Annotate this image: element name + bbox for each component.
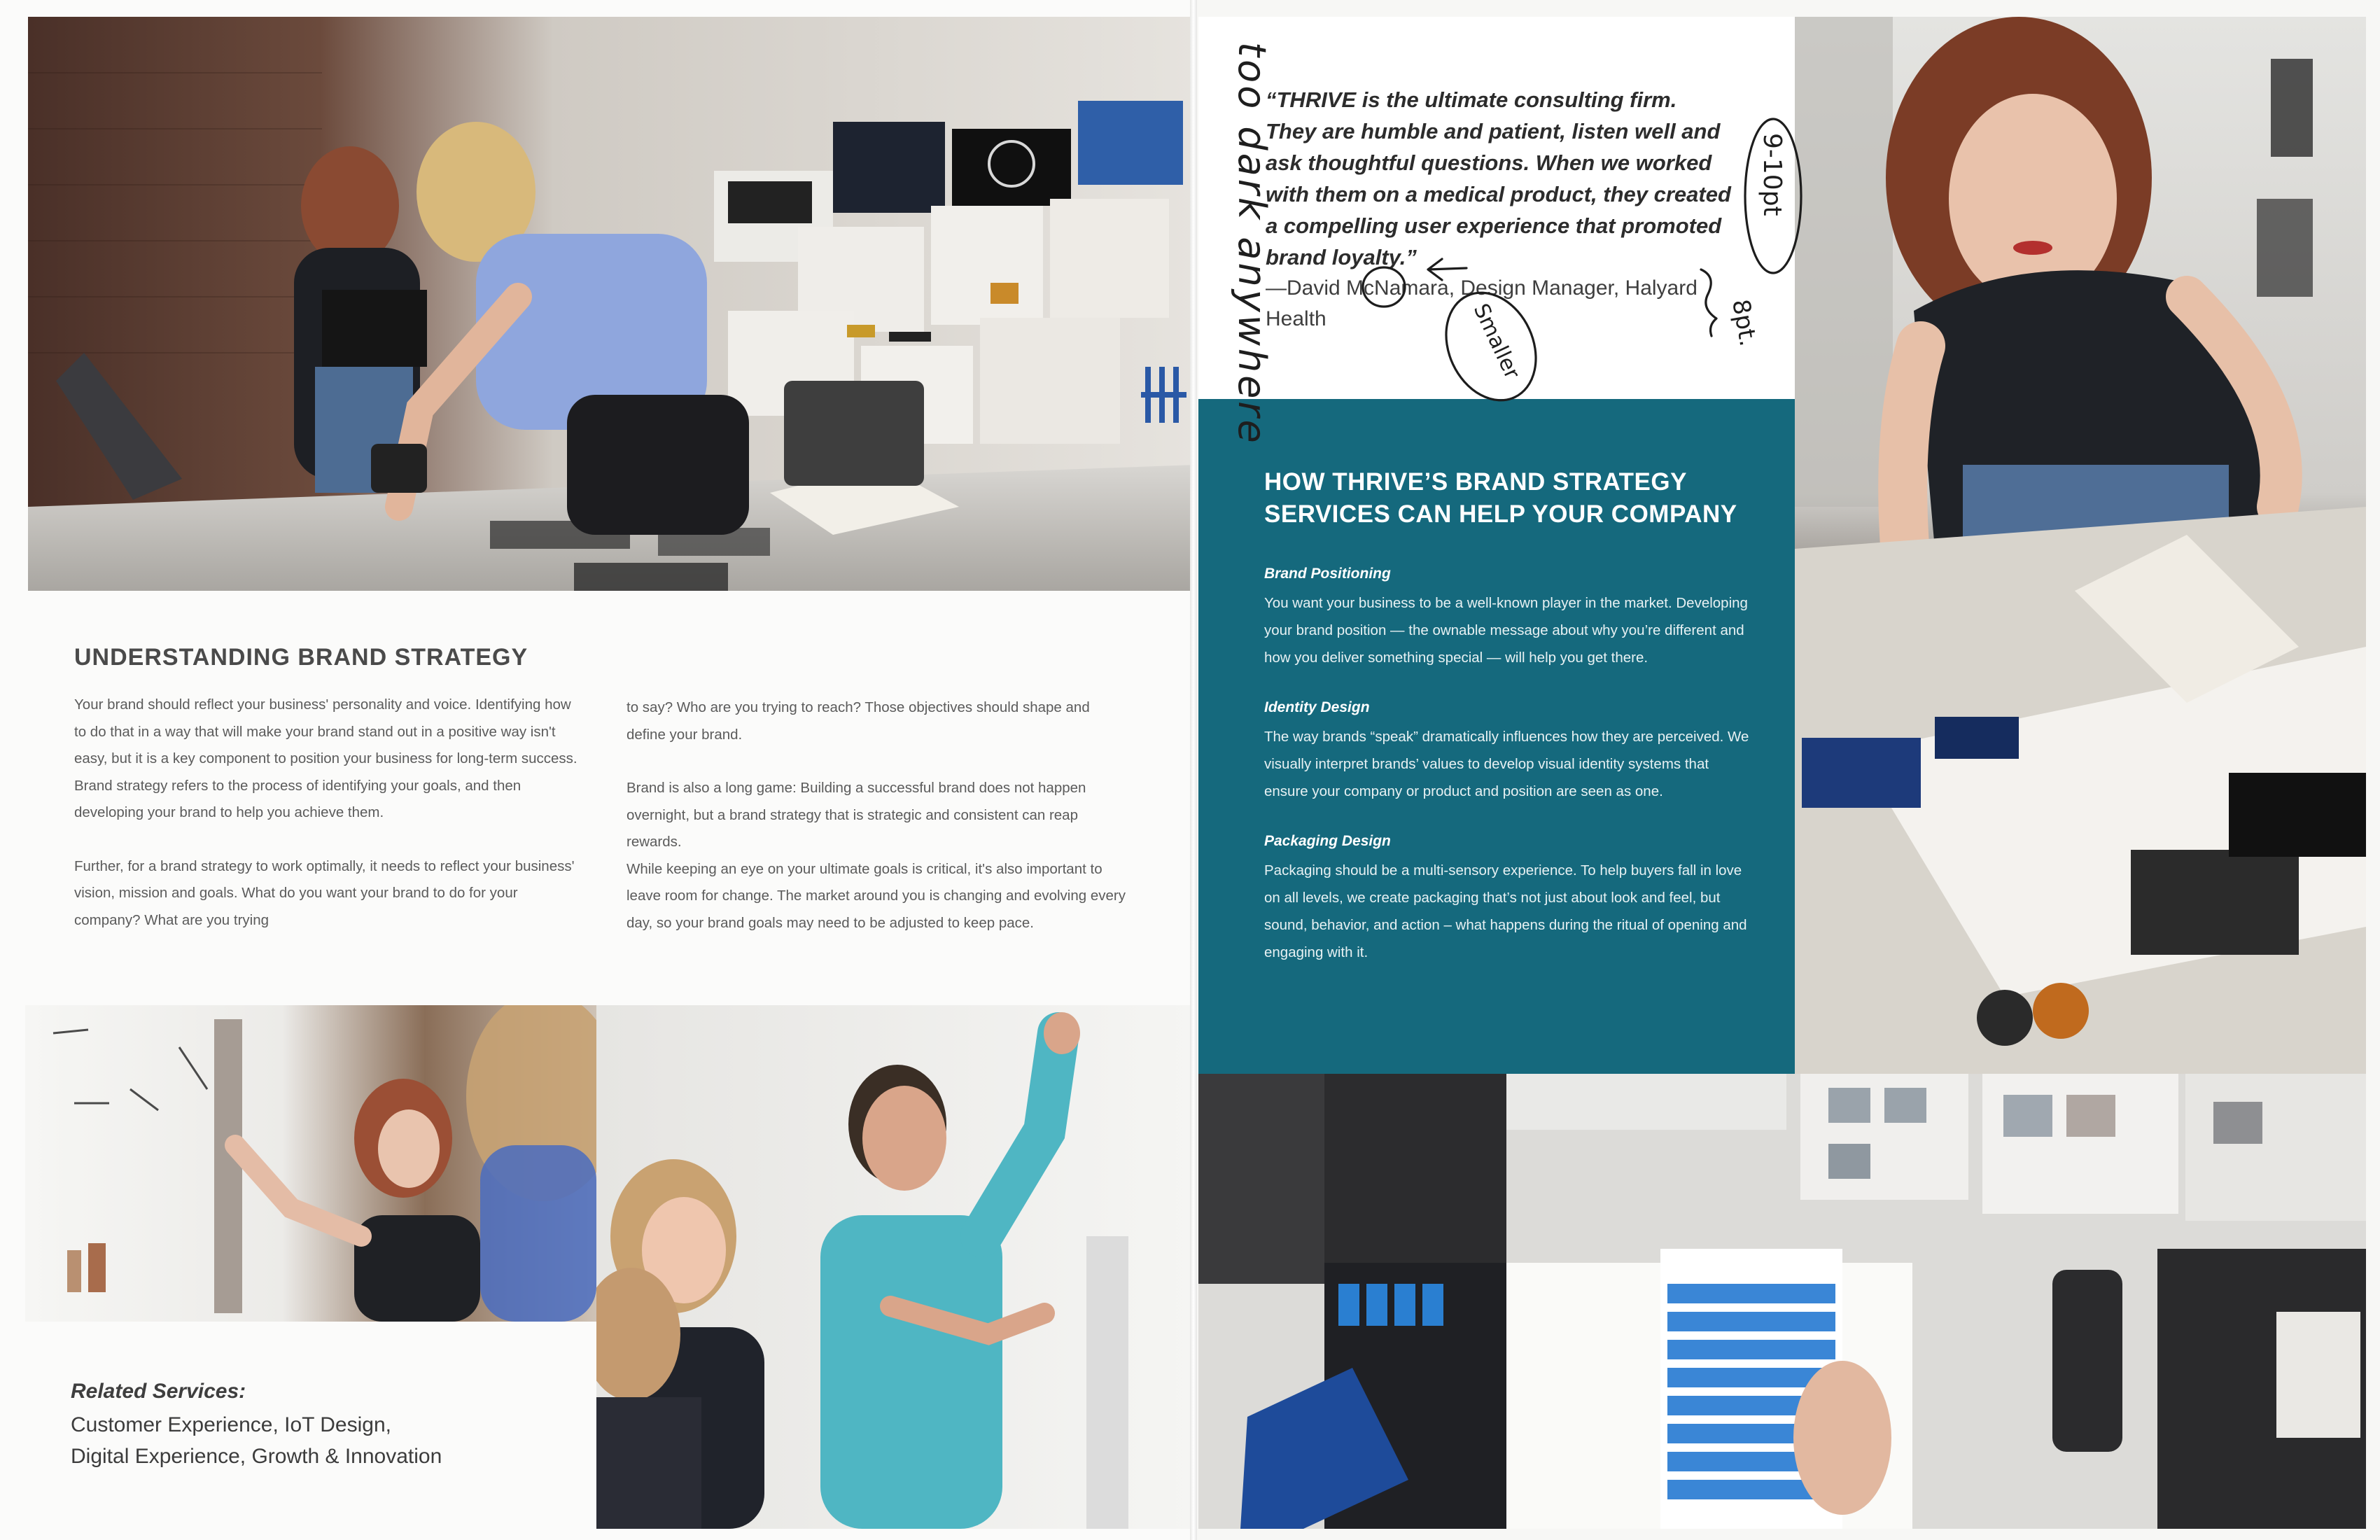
quote-line: with them on a medical product, they created — [1266, 182, 1731, 206]
quote-attribution: —David McNamara, Design Manager, Halyard — [1266, 276, 1698, 300]
attribution-circle — [1363, 267, 1405, 307]
section-heading: UNDERSTANDING BRAND STRATEGY — [74, 644, 528, 671]
quote-line: “THRIVE is the ultimate consulting firm. — [1266, 88, 1677, 112]
paragraph: to say? Who are you trying to reach? Those objectives should shape and define your brand. — [626, 699, 1090, 743]
margin-note: too dark anywhere — [1230, 42, 1274, 446]
smaller-note: Smaller — [1468, 300, 1525, 383]
service-description: You want your business to be a well-known player in the market. Developing your brand position — the ownable message about why you’re different and how you deliver something special — will help you get there. — [1264, 595, 1748, 666]
related-services-line: Customer Experience, IoT Design, — [71, 1413, 391, 1436]
related-services-heading: Related Services: — [71, 1380, 246, 1403]
paragraph: While keeping an eye on your ultimate goals is critical, it's also important to leave room for change. The market around you is changing and evolving every day, so your brand goals may need to be adjusted to keep pace. — [626, 860, 1126, 931]
attr-size-note: 8pt. — [1726, 297, 1763, 349]
related-services-line: Digital Experience, Growth & Innovation — [71, 1445, 442, 1468]
service-description: Packaging should be a multi-sensory experience. To help buyers fall in love on all levels, we create packaging that’s not just about look and feel, but sound, behavior, and action – what happens during the ritual of opening and engaging with it. — [1264, 862, 1747, 960]
quote-line: a compelling user experience that promoted — [1266, 214, 1722, 238]
quote-line: brand loyalty.” — [1266, 245, 1417, 270]
service-description: The way brands “speak” dramatically influences how they are perceived. We visually interpret brands’ values to develop visual identity systems that ensure your company or product and position are seen as one. — [1264, 729, 1749, 799]
bracket-mark — [1701, 270, 1716, 336]
paragraph: Further, for a brand strategy to work optimally, it needs to reflect your business' vision, mission and goals. What do you want your brand to do for your company? What are you trying — [74, 858, 575, 928]
service-heading: Packaging Design — [1264, 833, 1391, 849]
paragraph: Your brand should reflect your business' personality and voice. Identifying how to do that in a way that will make your brand stand out in a positive way isn't easy, but it is a key component to position your business for long-term success. Brand strategy refers to the process of identifying your goals, and then developing your brand to help you achieve them. — [74, 696, 578, 820]
panel-title-line: HOW THRIVE’S BRAND STRATEGY — [1264, 468, 1687, 496]
quote-line: They are humble and patient, listen well and — [1266, 119, 1721, 144]
quote-line: ask thoughtful questions. When we worked — [1266, 150, 1712, 175]
service-heading: Identity Design — [1264, 699, 1370, 715]
size-note: 9-10pt — [1758, 133, 1786, 216]
arrow-mark — [1428, 259, 1466, 280]
service-heading: Brand Positioning — [1264, 566, 1391, 582]
paragraph: Brand is also a long game: Building a successful brand does not happen overnight, but a brand strategy that is strategic and consistent can reap rewards. — [626, 780, 1086, 850]
panel-title-line: SERVICES CAN HELP YOUR COMPANY — [1264, 500, 1737, 528]
quote-attribution: Health — [1266, 307, 1326, 330]
